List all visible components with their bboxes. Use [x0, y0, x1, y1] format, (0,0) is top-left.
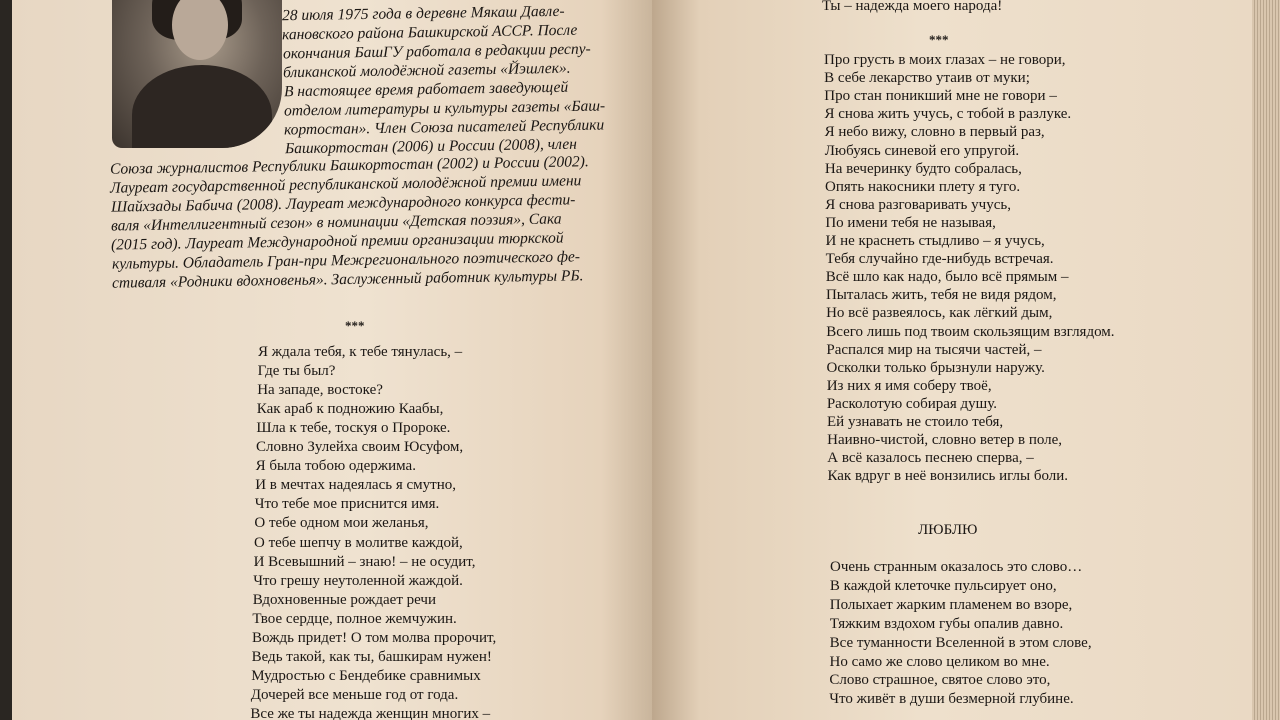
text-line: стиваля «Родники вдохновенья». Заслуженный работник культуры РБ. — [111, 267, 584, 292]
page-edges — [1252, 0, 1280, 720]
text-line: Мудростью с Бендебике сравнимых — [251, 667, 481, 684]
poem-separator: *** — [929, 32, 949, 47]
text-line: Словно Зулейха своим Юсуфом, — [256, 439, 464, 456]
text-line: Наивно-чистой, словно ветер в поле, — [827, 432, 1063, 449]
text-line: Всё шло как надо, было всё прямым – — [825, 269, 1069, 286]
text-line: О тебе одном мои желанья, — [254, 515, 429, 532]
text-line: Опять накосники плету я туго. — [825, 178, 1021, 195]
text-line: А всё казалось песнею сперва, – — [827, 450, 1034, 467]
text-line: Слово страшное, святое слово это, — [829, 672, 1051, 689]
text-line: Я была тобою одержима. — [255, 458, 416, 475]
text-line: окончания БашГУ работала в редакции респу- — [282, 40, 591, 63]
text-line: Твое сердце, полное жемчужин. — [252, 610, 457, 627]
poem-separator: *** — [345, 318, 365, 333]
text-line: На западе, востоке? — [257, 382, 383, 399]
text-line: По имени тебя не называя, — [825, 214, 996, 231]
text-line: Вдохновенные рождает речи — [252, 591, 437, 608]
text-line: кановского района Башкирской АССР. После — [282, 21, 578, 44]
text-line: Лауреат государственной республиканской молодёжной премии имени — [110, 172, 582, 197]
text-line: Из них я имя соберу твоё, — [826, 377, 992, 394]
text-line: Все же ты надежда женщин многих – — [250, 705, 491, 720]
text-line: И Всевышний – знаю! – не осудит, — [253, 553, 476, 570]
text-line: Как вдруг в неё вонзились иглы боли. — [827, 468, 1069, 485]
text-line: Ей узнавать не стоило тебя, — [827, 414, 1004, 430]
text-line: На вечеринку будто собралась, — [824, 160, 1022, 177]
text-line: кортостан». Член Союза писателей Республики — [284, 116, 605, 139]
text-line: бликанской молодёжной газеты «Йэшлек». — [283, 59, 571, 82]
author-photo — [112, 0, 282, 148]
text-line: (2015 год). Лауреат Международной премии организации тюркской — [111, 229, 564, 254]
text-line: Шайхзады Бабича (2008). Лауреат международного конкурса фести- — [110, 191, 576, 216]
text-line: Что грешу неутоленной жаждой. — [253, 572, 463, 589]
text-line: культуры. Обладатель Гран-при Межрегионального поэтического фе- — [111, 248, 580, 273]
text-line: Я снова жить учусь, с тобой в разлуке. — [824, 106, 1072, 123]
text-line: Как араб к подножию Каабы, — [256, 401, 444, 418]
text-line: В каждой клеточке пульсирует оно, — [829, 577, 1057, 594]
text-line: Очень странным оказалось это слово… — [830, 559, 1083, 575]
text-line: Вождь придет! О том молва пророчит, — [252, 629, 497, 646]
text-line: Я небо вижу, словно в первый раз, — [824, 124, 1045, 141]
poem-title: ЛЮБЛЮ — [918, 522, 978, 538]
text-line: Про грусть в моих глазах – не говори, — [824, 52, 1066, 68]
text-line: Любуясь синевой его упругой. — [824, 142, 1020, 159]
photo-face — [172, 0, 228, 60]
photo-body — [132, 65, 272, 148]
text-line: Башкортостан (2006) и России (2008), член — [284, 135, 577, 158]
left-page — [12, 0, 652, 720]
text-line: Где ты был? — [257, 363, 336, 380]
text-line: И в мечтах надеялась я смутно, — [255, 477, 456, 494]
text-line: Все туманности Вселенной в этом слове, — [829, 634, 1092, 651]
text-line: Но всё развеялось, как лёгкий дым, — [826, 305, 1053, 322]
text-line: Распался мир на тысячи частей, – — [826, 341, 1042, 358]
text-line: Тяжким вздохом губы опалив давно. — [829, 615, 1064, 632]
text-line: Всего лишь под твоим скользящим взглядом. — [826, 323, 1115, 340]
text-line: В себе лекарство утаив от муки; — [824, 70, 1030, 87]
text-line: Шла к тебе, тоскуя о Пророке. — [256, 420, 451, 437]
text-line: Пыталась жить, тебя не видя рядом, — [825, 287, 1057, 304]
text-line: Что тебе мое приснится имя. — [254, 496, 440, 513]
text-line: Но само же слово целиком во мне. — [829, 653, 1050, 670]
text-line: В настоящее время работает заведующей — [283, 78, 568, 101]
text-line: Полыхает жарким пламенем во взоре, — [829, 596, 1073, 613]
text-line: Что живёт в души безмерной глубине. — [829, 691, 1074, 708]
text-line: Ведь такой, как ты, башкирам нужен! — [251, 648, 492, 665]
right-page — [652, 0, 1252, 720]
text-line: Дочерей все меньше год от года. — [250, 686, 459, 703]
text-line: Тебя случайно где-нибудь встречая. — [825, 251, 1054, 268]
text-line: Я снова разговаривать учусь, — [825, 196, 1011, 213]
text-line: Расколотую собирая душу. — [826, 395, 997, 412]
text-line: Про стан поникший мне не говори – — [824, 88, 1057, 105]
text-line: О тебе шепчу в молитве каждой, — [254, 534, 463, 551]
poem-line-top: Ты – надежда моего народа! — [822, 0, 1003, 14]
text-line: отделом литературы и культуры газеты «Баш- — [283, 97, 606, 120]
text-line: Я ждала тебя, к тебе тянулась, – — [258, 344, 463, 360]
text-line: Осколки только брызнули наружу. — [826, 359, 1045, 376]
text-line: И не краснеть стыдливо – я учусь, — [825, 233, 1045, 249]
text-line: Союза журналистов Республики Башкортостан (2002) и России (2002). — [109, 153, 589, 178]
text-line: 28 июля 1975 года в деревне Мякаш Давле- — [281, 2, 565, 25]
text-line: валя «Интеллигентный сезон» в номинации «Детская поэзия», Сака — [110, 210, 562, 235]
